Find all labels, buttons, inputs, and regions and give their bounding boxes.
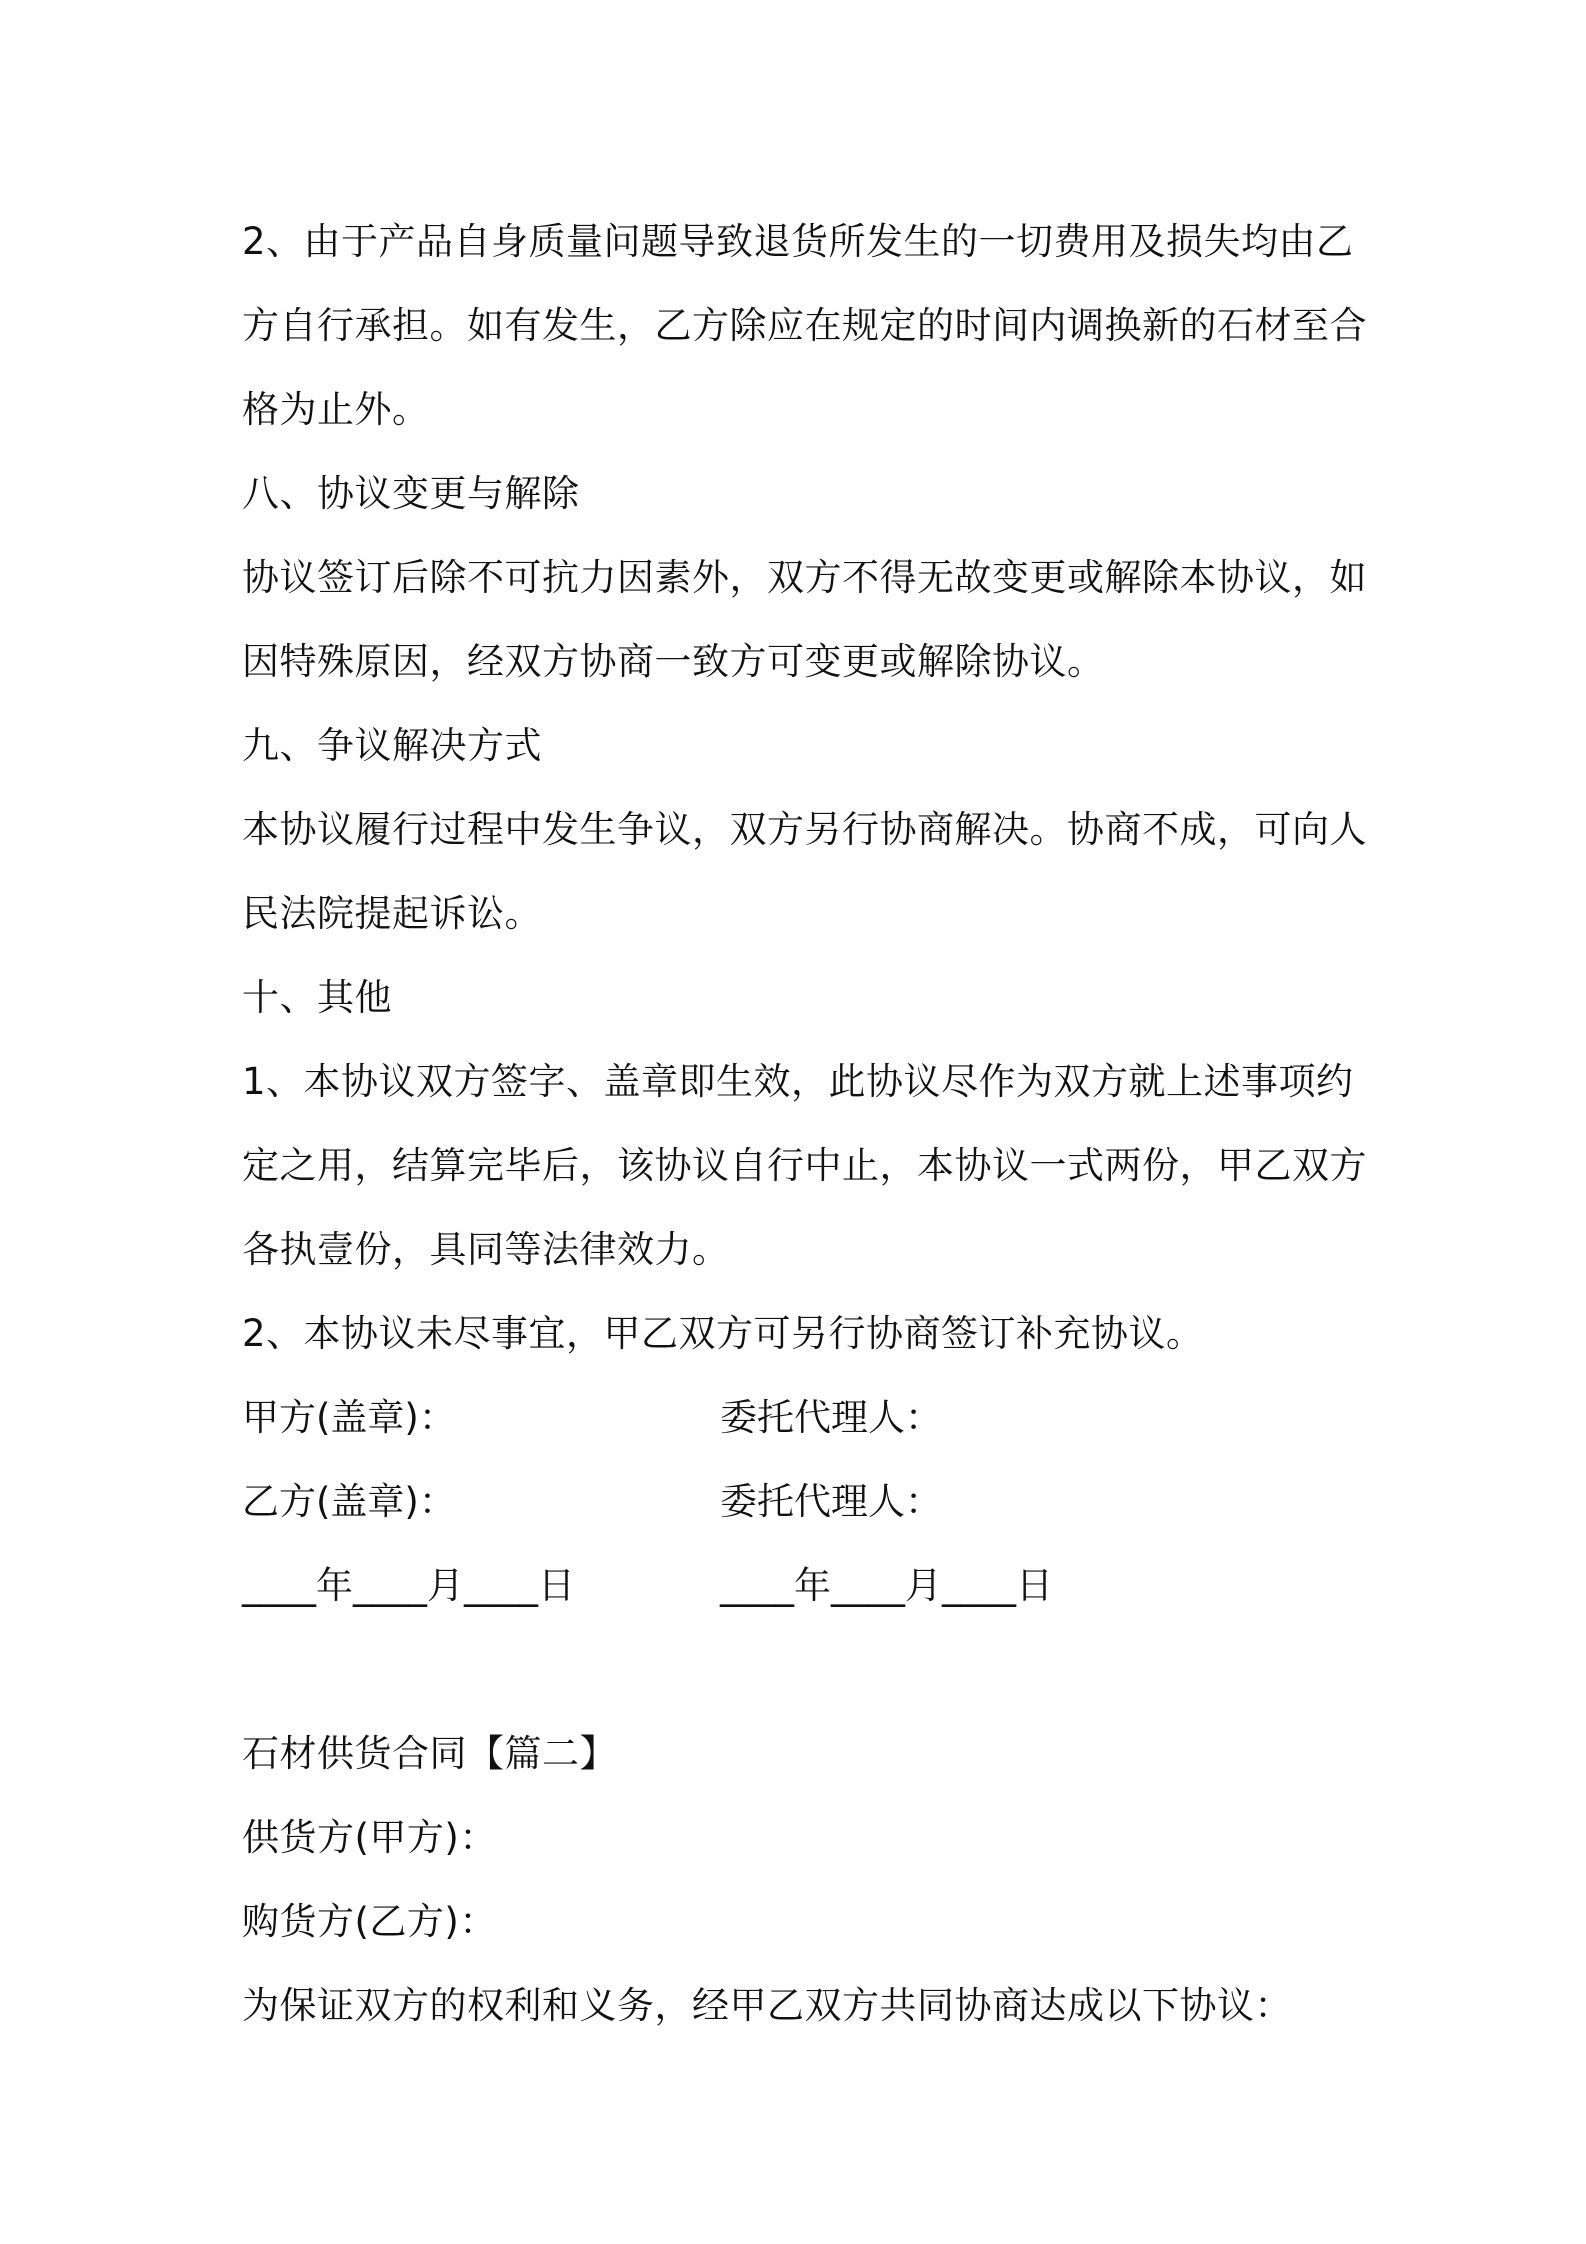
date-right: ____年____月____日: [720, 1564, 1053, 1607]
signature-row-party-b: [242, 1460, 1362, 1544]
clause-10-1-line-2: 定之用，结算完毕后，该协议自行中止，本协议一式两份，甲乙双方: [242, 1144, 1367, 1187]
section-8-line-2: 因特殊原因，经双方协商一致方可变更或解除协议。: [242, 640, 1105, 683]
clause-10-2: 2、本协议未尽事宜，甲乙双方可另行协商签订补充协议。: [242, 1312, 1204, 1355]
document-page: [242, 200, 1367, 2048]
section-8-heading: 八、协议变更与解除: [242, 472, 580, 515]
contract-2-intro: 为保证双方的权利和义务，经甲乙双方共同协商达成以下协议：: [242, 1984, 1292, 2027]
clause-7-2-line-3: 格为止外。: [242, 388, 430, 431]
section-9-heading: 九、争议解决方式: [242, 724, 542, 767]
section-9-line-2: 民法院提起诉讼。: [242, 892, 542, 935]
clause-7-2-line-1: 2、由于产品自身质量问题导致退货所发生的一切费用及损失均由乙: [242, 220, 1354, 263]
party-a-seal-label: 甲方(盖章)：: [242, 1396, 456, 1439]
party-a-agent-label: 委托代理人：: [720, 1396, 942, 1439]
clause-10-1-line-1: 1、本协议双方签字、盖章即生效，此协议尽作为双方就上述事项约: [242, 1060, 1354, 1103]
section-8-line-1: 协议签订后除不可抗力因素外，双方不得无故变更或解除本协议，如: [242, 556, 1367, 599]
clause-7-2-line-2: 方自行承担。如有发生，乙方除应在规定的时间内调换新的石材至合: [242, 304, 1367, 347]
supplier-label: 供货方(甲方)：: [242, 1816, 497, 1859]
contract-2-title: 石材供货合同【篇二】: [242, 1732, 617, 1775]
buyer-label: 购货方(乙方)：: [242, 1900, 497, 1943]
section-10-heading: 十、其他: [242, 976, 392, 1019]
section-9-line-1: 本协议履行过程中发生争议，双方另行协商解决。协商不成，可向人: [242, 808, 1367, 851]
section-spacer: [242, 1628, 1362, 1712]
party-b-seal-label: 乙方(盖章)：: [242, 1480, 456, 1523]
clause-10-1-line-3: 各执壹份，具同等法律效力。: [242, 1228, 730, 1271]
signature-row-party-a: [242, 1376, 1362, 1460]
date-left: ____年____月____日: [242, 1564, 575, 1607]
signature-date-row: [242, 1544, 1362, 1628]
party-b-agent-label: 委托代理人：: [720, 1480, 942, 1523]
